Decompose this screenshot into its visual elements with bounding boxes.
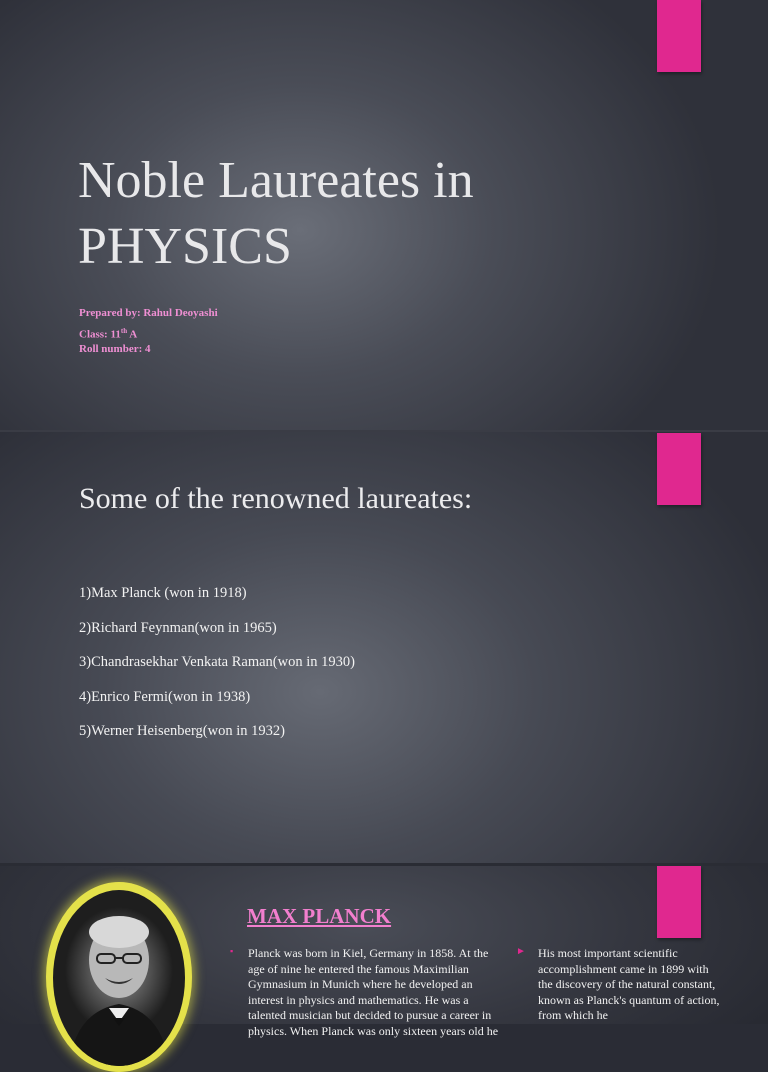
prepared-by: Prepared by: Rahul Deoyashi	[79, 307, 218, 319]
pink-accent-bar	[657, 433, 701, 505]
class-prefix: Class: 11	[79, 328, 121, 341]
list-item: 4)Enrico Fermi(won in 1938)	[79, 688, 251, 705]
planck-heading: MAX PLANCK	[247, 904, 392, 928]
list-item: 5)Werner Heisenberg(won in 1932)	[79, 723, 285, 739]
max-planck-portrait	[53, 890, 185, 1066]
author-info	[79, 304, 218, 358]
arrow-bullet-icon: ►	[516, 946, 526, 957]
laureates-heading: Some of the renowned laureates:	[79, 482, 473, 515]
title-line-1: Noble Laureates in	[78, 152, 474, 209]
list-item: 3)Chandrasekhar Venkata Raman(won in 1930)	[79, 654, 355, 670]
class-suffix: A	[127, 328, 138, 341]
dot-bullet-icon: ▪	[230, 946, 234, 956]
presentation-title	[78, 148, 474, 280]
planck-achievement-column: His most important scientific accomplishment came in 1899 with the discovery of the natural constant, known as Planck's quantum of action, from which he	[538, 946, 720, 1022]
class-line	[79, 322, 218, 340]
planck-bio-column: Planck was born in Kiel, Germany in 1858. At the age of nine he entered the famous Maximilian Gymnasium in Munich where he developed an interest in physics and mathematics. He was a talented musician but decided to pursue a career in physics. When Planck was only sixteen years old he	[248, 946, 499, 1038]
roll-number: Roll number: 4	[79, 343, 151, 355]
laureates-list	[79, 583, 355, 756]
pink-accent-bar	[657, 0, 701, 72]
pink-accent-bar	[657, 866, 701, 938]
class-sup: th	[120, 327, 128, 335]
slide-title	[0, 0, 768, 432]
title-line-2: PHYSICS	[78, 218, 292, 275]
list-item: 2)Richard Feynman(won in 1965)	[79, 619, 277, 636]
list-item: 1)Max Planck (won in 1918)	[79, 585, 247, 601]
portrait-illustration	[53, 890, 185, 1066]
